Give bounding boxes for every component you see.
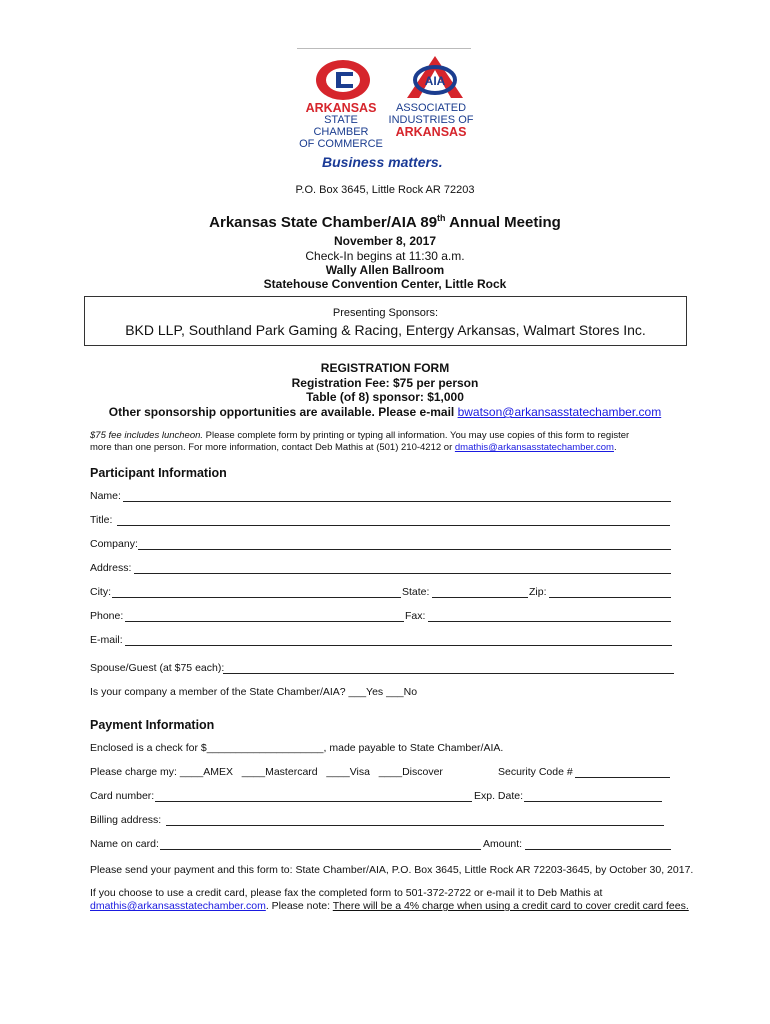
phone-field[interactable] (125, 610, 404, 622)
registration-note-line2 (90, 442, 690, 454)
name-label: Name: (90, 490, 121, 502)
aia-logo-line3: ARKANSAS (395, 125, 467, 139)
sponsorship-line (0, 405, 770, 419)
name-field[interactable] (123, 490, 671, 502)
state-label: State: (402, 586, 430, 598)
sponsors-names: BKD LLP, Southland Park Gaming & Racing, Entergy Arkansas, Walmart Stores Inc. (125, 322, 646, 338)
card-number-label: Card number: (90, 790, 155, 802)
fax-instructions-line2 (90, 900, 690, 913)
event-title (0, 213, 770, 231)
participant-heading: Participant Information (90, 466, 227, 480)
event-location: Statehouse Convention Center, Little Rock (263, 277, 507, 291)
payment-heading: Payment Information (90, 718, 215, 732)
zip-field[interactable] (549, 586, 671, 598)
zip-label: Zip: (529, 586, 547, 598)
event-title-sup: th (437, 213, 446, 223)
note-rest: Please complete form by printing or typing all information. You may use copies of this form to register (203, 430, 630, 441)
table-sponsor-fee: Table (of 8) sponsor: $1,000 (306, 390, 464, 404)
event-checkin: Check-In begins at 11:30 a.m. (305, 249, 465, 263)
email-label: E-mail: (90, 634, 123, 646)
registration-note-line1 (90, 430, 690, 442)
billing-address-label: Billing address: (90, 814, 162, 826)
exp-date-field[interactable] (524, 790, 662, 802)
aia-logo-text (386, 102, 476, 138)
check-line[interactable]: Enclosed is a check for $____________________, made payable to State Chamber/AIA. (90, 742, 504, 754)
fax-label: Fax: (405, 610, 426, 622)
amount-field[interactable] (525, 838, 671, 850)
fax-instructions (90, 887, 690, 913)
event-date: November 8, 2017 (333, 234, 437, 248)
fee-note: There will be a 4% charge when using a credit card to cover credit card fees. (332, 900, 689, 912)
charge-options[interactable]: Please charge my: ____AMEX ____Mastercard ____Visa ____Discover (90, 766, 443, 778)
card-number-field[interactable] (155, 790, 472, 802)
sponsors-label: Presenting Sponsors: (332, 307, 439, 319)
chamber-logo-icon (314, 58, 372, 102)
company-field[interactable] (138, 538, 671, 550)
name-on-card-label: Name on card: (90, 838, 159, 850)
email-field[interactable] (125, 634, 672, 646)
chamber-logo-text (296, 102, 386, 150)
aia-logo-line2: INDUSTRIES OF (388, 114, 474, 126)
city-field[interactable] (112, 586, 401, 598)
chamber-logo-line2: STATE CHAMBER (313, 114, 369, 138)
state-field[interactable] (432, 586, 528, 598)
spouse-label: Spouse/Guest (at $75 each): (90, 662, 225, 674)
note-line2: more than one person. For more information, contact Deb Mathis at (501) 210-4212 or (90, 442, 455, 453)
sponsors-box (84, 296, 687, 346)
chamber-logo-line3: OF COMMERCE (299, 138, 383, 150)
aia-logo-icon (405, 54, 465, 100)
note-end: . (613, 442, 617, 453)
security-code-label: Security Code # (498, 766, 573, 778)
note-email-link[interactable]: dmathis@arkansasstatechamber.com (454, 442, 614, 453)
org-address: P.O. Box 3645, Little Rock AR 72203 (295, 184, 475, 196)
address-label: Address: (90, 562, 132, 574)
fax-instructions-line1: If you choose to use a credit card, please fax the completed form to 501-372-2722 or e-mail it to Deb Mathis at (90, 887, 603, 899)
tagline: Business matters. (322, 154, 443, 170)
name-on-card-field[interactable] (160, 838, 481, 850)
billing-address-field[interactable] (166, 814, 664, 826)
sponsorship-email-link[interactable]: bwatson@arkansasstatechamber.com (457, 405, 662, 419)
svg-text:AIA: AIA (424, 74, 446, 88)
sponsorship-text: Other sponsorship opportunities are available. Please e-mail (108, 405, 458, 419)
member-question[interactable]: Is your company a member of the State Chamber/AIA? ___Yes ___No (90, 686, 418, 698)
fax-email-link[interactable]: dmathis@arkansasstatechamber.com (90, 900, 266, 912)
title-label: Title: (90, 514, 113, 526)
send-instructions: Please send your payment and this form to: State Chamber/AIA, P.O. Box 3645, Little Rock AR 72203-3645, by October 30, 2017. (90, 864, 694, 876)
registration-fee: Registration Fee: $75 per person (291, 376, 479, 390)
spouse-field[interactable] (223, 662, 674, 674)
registration-note (90, 430, 690, 454)
security-code-field[interactable] (575, 766, 670, 778)
city-label: City: (90, 586, 111, 598)
event-venue: Wally Allen Ballroom (325, 263, 445, 277)
registration-title: REGISTRATION FORM (320, 361, 450, 375)
amount-label: Amount: (483, 838, 523, 850)
company-label: Company: (90, 538, 138, 550)
exp-date-label: Exp. Date: (474, 790, 524, 802)
event-title-end: Annual Meeting (445, 214, 561, 231)
aia-logo-line1: ASSOCIATED (395, 102, 467, 114)
logo-divider-line (297, 48, 471, 49)
address-field[interactable] (134, 562, 671, 574)
event-title-main: Arkansas State Chamber/AIA 89 (209, 214, 438, 231)
chamber-logo-line1: ARKANSAS (305, 101, 377, 115)
fax-field[interactable] (428, 610, 671, 622)
fax-note-prefix: . Please note: (265, 900, 333, 912)
note-italic: $75 fee includes luncheon. (90, 430, 204, 441)
phone-label: Phone: (90, 610, 124, 622)
title-field[interactable] (117, 514, 670, 526)
